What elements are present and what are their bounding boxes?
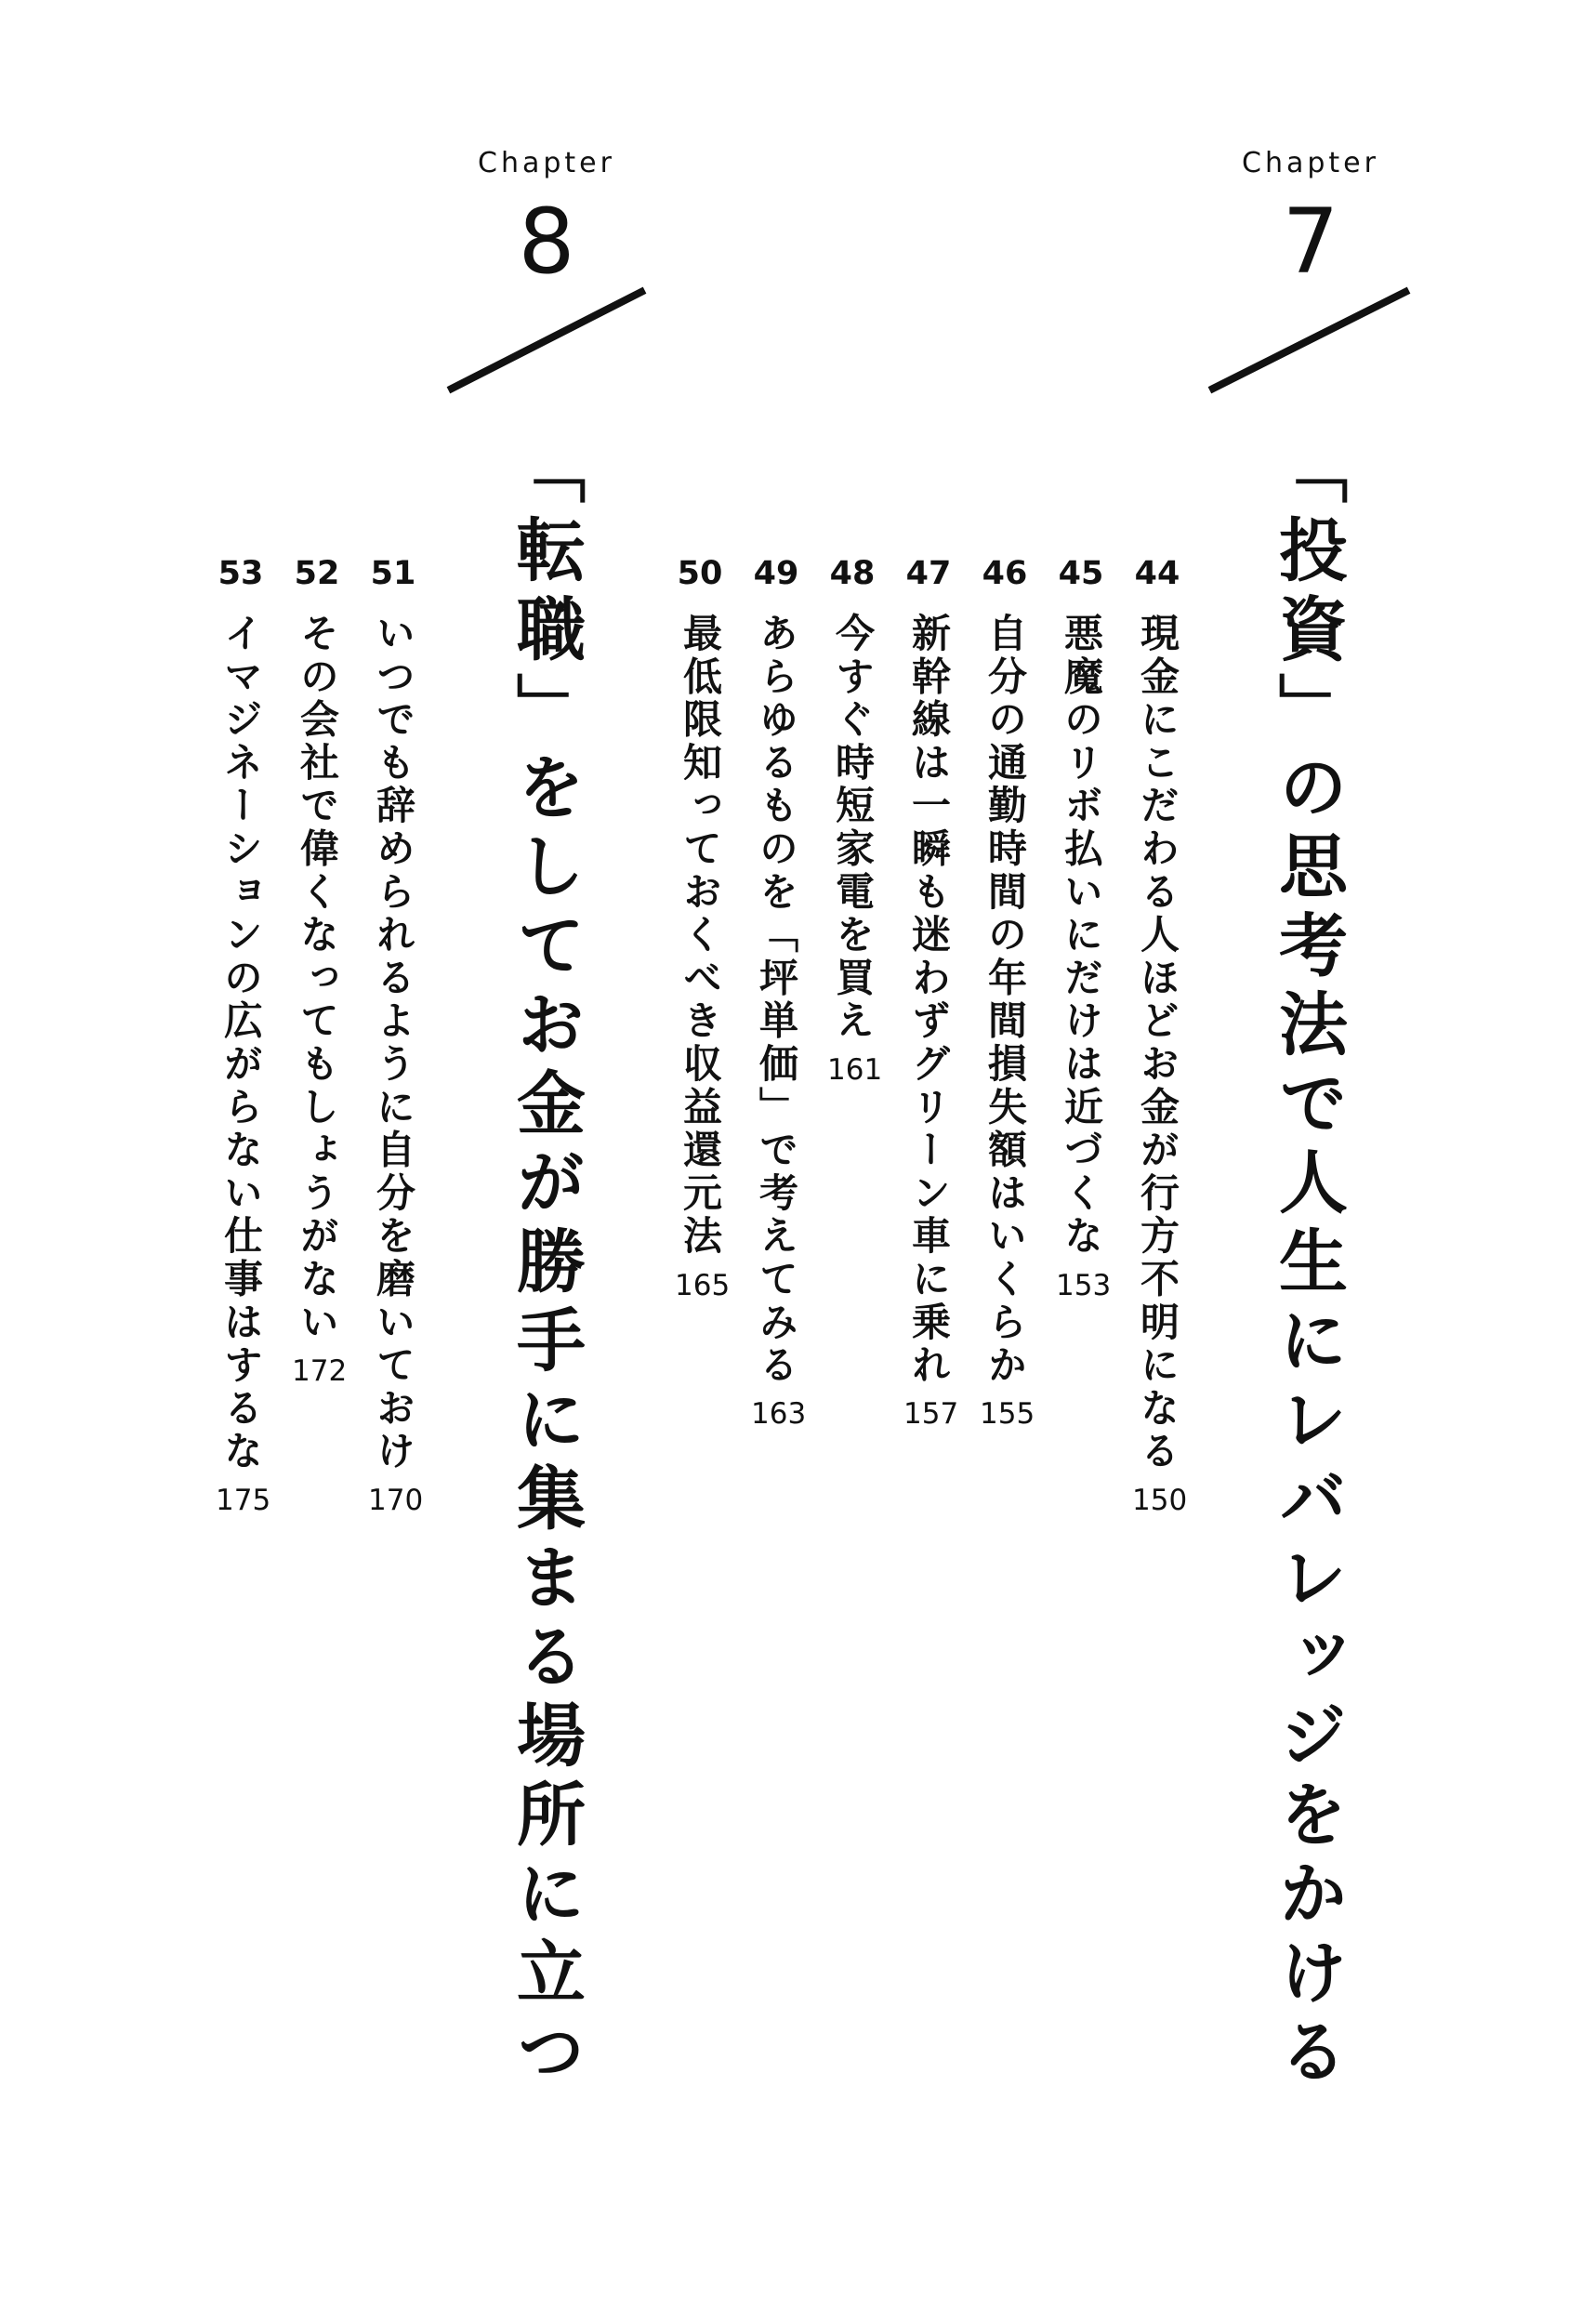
item-title: イマジネーションの広がらない仕事はするな bbox=[218, 613, 264, 1473]
toc-item-52[interactable] bbox=[292, 555, 348, 1389]
item-title: 自分の通勤時間の年間損失額はいくらか bbox=[982, 613, 1028, 1388]
chapter-7-number: 7 bbox=[1282, 190, 1339, 294]
item-number: 53 bbox=[218, 555, 264, 592]
item-page: 153 bbox=[1056, 1268, 1112, 1302]
item-page: 163 bbox=[751, 1397, 807, 1432]
toc-item-51[interactable] bbox=[368, 555, 424, 1517]
item-number: 45 bbox=[1058, 555, 1104, 592]
item-page: 165 bbox=[675, 1268, 731, 1302]
item-page: 172 bbox=[292, 1354, 348, 1389]
item-title: いつでも辞められるように自分を磨いておけ bbox=[371, 613, 416, 1473]
toc-item-48[interactable] bbox=[827, 555, 883, 1087]
chapter-7-slash bbox=[1213, 292, 1405, 389]
toc-item-44[interactable] bbox=[1132, 555, 1188, 1517]
item-title: その会社で偉くなってもしょうがない bbox=[295, 613, 340, 1345]
item-title: 最低限知っておくべき収益還元法 bbox=[678, 613, 723, 1259]
chapter-7-label: Chapter bbox=[1242, 147, 1379, 179]
item-title: 新幹線は一瞬も迷わずグリーン車に乗れ bbox=[906, 613, 952, 1388]
toc-item-53[interactable] bbox=[216, 555, 271, 1517]
toc-item-46[interactable] bbox=[980, 555, 1035, 1432]
item-page: 170 bbox=[368, 1484, 424, 1517]
chapter-8-slash bbox=[452, 292, 641, 389]
chapter-divider-slashes bbox=[0, 0, 1582, 465]
item-number: 44 bbox=[1134, 555, 1180, 592]
item-title: あらゆるものを「坪単価」で考えてみる bbox=[754, 613, 799, 1388]
item-number: 52 bbox=[294, 555, 340, 592]
toc-item-50[interactable] bbox=[675, 555, 731, 1302]
toc-item-49[interactable] bbox=[751, 555, 807, 1432]
chapter-7-title: 「投資」の思考法で人生にレバレッジをかける bbox=[1268, 435, 1348, 2094]
item-title: 今すぐ時短家電を買え bbox=[830, 613, 876, 1043]
chapter-8-label: Chapter bbox=[478, 147, 615, 179]
chapter-8-title: 「転職」をしてお金が勝手に集まる場所に立つ bbox=[506, 435, 586, 2094]
item-page: 161 bbox=[827, 1053, 883, 1087]
chapter-8-number: 8 bbox=[518, 190, 575, 294]
toc-item-47[interactable] bbox=[903, 555, 959, 1432]
item-page: 157 bbox=[903, 1397, 959, 1432]
item-number: 46 bbox=[982, 555, 1028, 592]
item-page: 175 bbox=[216, 1484, 271, 1517]
toc-item-45[interactable] bbox=[1056, 555, 1112, 1302]
item-number: 49 bbox=[753, 555, 799, 592]
item-title: 現金にこだわる人ほどお金が行方不明になる bbox=[1135, 613, 1180, 1473]
item-number: 47 bbox=[905, 555, 952, 592]
item-title: 悪魔のリボ払いにだけは近づくな bbox=[1059, 613, 1104, 1259]
item-page: 150 bbox=[1132, 1484, 1188, 1517]
item-number: 48 bbox=[829, 555, 876, 592]
item-number: 51 bbox=[370, 555, 416, 592]
item-page: 155 bbox=[980, 1397, 1035, 1432]
item-number: 50 bbox=[677, 555, 723, 592]
